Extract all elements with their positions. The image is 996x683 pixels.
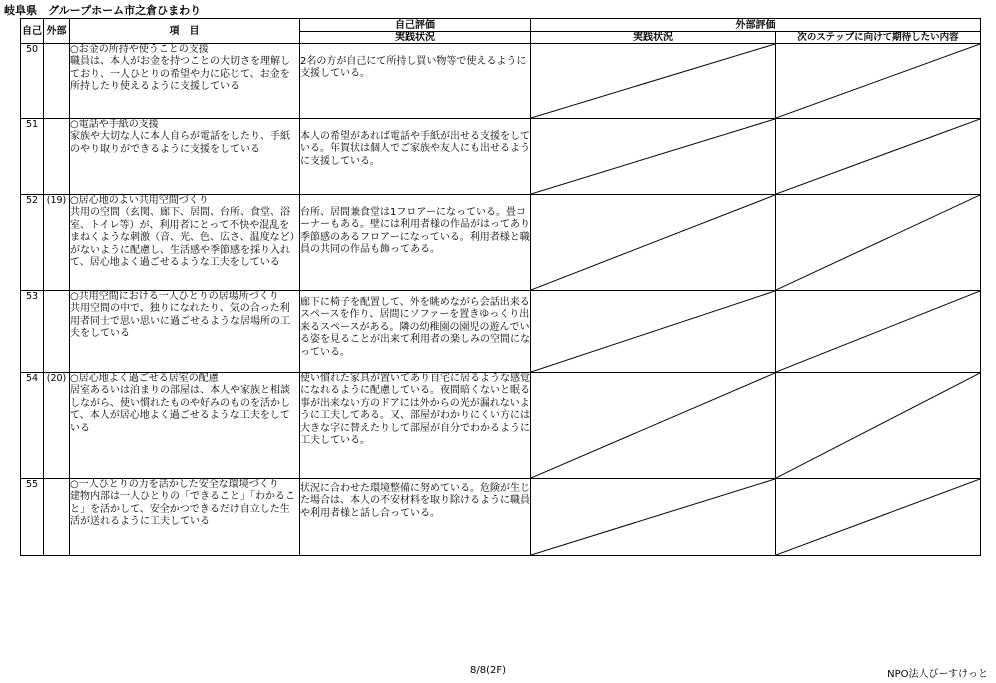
table-row (21, 119, 981, 195)
external-practice-cell (531, 291, 776, 373)
self-number: 55 (21, 479, 44, 556)
self-practice-cell (300, 373, 531, 479)
item-description: 職員は、本人がお金を持つことの大切さを理解しており、一人ひとりの希望や力に応じて、お金を所持したり使えるように支援している (70, 56, 290, 93)
external-number: (19) (44, 195, 70, 291)
table-row (21, 373, 981, 479)
self-practice-cell (300, 44, 531, 119)
next-step-cell (776, 373, 981, 479)
item-description: 家族や大切な人に本人自らが電話をしたり、手紙のやり取りができるように支援をしている (70, 131, 290, 155)
table-row (21, 479, 981, 556)
item-cell (70, 479, 300, 556)
self-practice-text: 本人の希望があれば電話や手紙が出せる支援をしている。年賀状は個人でご家族や友人にも出せるように支援している。 (300, 131, 530, 167)
header-external-number: 外部 (44, 19, 70, 44)
item-cell (70, 44, 300, 119)
header-next-step: 次のステップに向けて期待したい内容 (776, 32, 981, 44)
self-practice-cell (300, 119, 531, 195)
external-number (44, 119, 70, 195)
item-title: ○電話や手紙の支援 (70, 119, 159, 130)
next-step-cell (776, 44, 981, 119)
diagonal-slash (531, 373, 775, 478)
item-description: 共用の空間（玄関、廊下、居間、台所、食堂、浴室、トイレ等）が、利用者にとって不快や混乱をまねくような刺激（音、光、色、広さ、温度など）がないように配慮し、生活感や季節感を採り入れて、居心地よく過ごせるような工夫をしている (70, 207, 295, 269)
page-number: 8/8(2F) (470, 665, 507, 676)
header-external-evaluation: 外部評価 (531, 19, 981, 32)
diagonal-slash (776, 373, 980, 478)
header-self-number: 自己 (21, 19, 44, 44)
self-practice-text: 2名の方が自己にて所持し買い物等で使えるように支援している。 (300, 56, 527, 80)
diagonal-slash (776, 119, 980, 194)
header-self-evaluation: 自己評価 (300, 19, 531, 32)
header-self-practice: 実践状況 (300, 32, 531, 44)
external-practice-cell (531, 44, 776, 119)
header-item: 項 目 (70, 19, 300, 44)
diagonal-slash (531, 291, 775, 372)
self-number: 53 (21, 291, 44, 373)
item-description: 居室あるいは泊まりの部屋は、本人や家族と相談しながら、使い慣れたものや好みのものを活かして、本人が居心地よく過ごせるような工夫をしている (70, 385, 290, 434)
table-row (21, 291, 981, 373)
next-step-cell (776, 195, 981, 291)
self-practice-text: 状況に合わせた環境整備に努めている。危険が生じた場合は、本人の不安材料を取り除けるように職員や利用者様と話し合っている。 (300, 483, 530, 519)
diagonal-slash (531, 479, 775, 555)
item-cell (70, 373, 300, 479)
external-number (44, 44, 70, 119)
diagonal-slash (531, 44, 775, 118)
self-practice-cell (300, 479, 531, 556)
self-practice-text: 台所、居間兼食堂は1フロアーになっている。畳コーナーもある。壁には利用者様の作品がはってあり季節感のあるフロアーになっている。利用者様と職員の共同の作品も飾ってある。 (300, 207, 530, 256)
external-practice-cell (531, 373, 776, 479)
table-row (21, 195, 981, 291)
item-cell (70, 119, 300, 195)
external-number (44, 291, 70, 373)
item-cell (70, 291, 300, 373)
external-practice-cell (531, 195, 776, 291)
document-title: 岐阜県 グループホーム市之倉ひまわり (4, 4, 202, 17)
diagonal-slash (531, 195, 775, 290)
next-step-cell (776, 119, 981, 195)
item-title: ○居心地よく過ごせる居室の配慮 (70, 373, 219, 384)
organization-name: NPO法人びーすけっと (887, 669, 988, 680)
diagonal-slash (776, 479, 980, 555)
external-number (44, 479, 70, 556)
self-practice-cell (300, 195, 531, 291)
diagonal-slash (531, 119, 775, 194)
next-step-cell (776, 291, 981, 373)
self-number: 52 (21, 195, 44, 291)
self-number: 50 (21, 44, 44, 119)
external-practice-cell (531, 479, 776, 556)
self-practice-cell (300, 291, 531, 373)
diagonal-slash (776, 291, 980, 372)
header-external-practice: 実践状況 (531, 32, 776, 44)
header-row-top (21, 19, 981, 32)
item-description: 共用空間の中で、独りになれたり、気の合った利用者同士で思い思いに過ごせるような居場所の工夫をしている (70, 303, 290, 340)
self-number: 54 (21, 373, 44, 479)
next-step-cell (776, 479, 981, 556)
self-practice-text: 使い慣れた家具が置いてあり自宅に居るような感覚になれるように配慮している。夜間暗くないと眠る事が出来ない方のドアには外からの光が漏れないように工夫してある。又、部屋がわかりにくい方には大きな字に替えたりして部屋が自分でわかるように工夫している。 (300, 373, 530, 447)
item-title: ○共用空間における一人ひとりの居場所づくり (70, 291, 279, 302)
item-cell (70, 195, 300, 291)
evaluation-table (20, 18, 981, 556)
self-number: 51 (21, 119, 44, 195)
item-description: 建物内部は一人ひとりの「できること」「わかること」を活かして、安全かつできるだけ自立した生活が送れるように工夫している (70, 491, 295, 528)
item-title: ○居心地のよい共用空間づくり (70, 195, 209, 206)
external-practice-cell (531, 119, 776, 195)
item-title: ○お金の所持や使うことの支援 (70, 44, 209, 55)
table-row (21, 44, 981, 119)
external-number: (20) (44, 373, 70, 479)
diagonal-slash (776, 44, 980, 118)
diagonal-slash (776, 195, 980, 290)
item-title: ○一人ひとりの力を活かした安全な環境づくり (70, 479, 279, 490)
self-practice-text: 廊下に椅子を配置して、外を眺めながら会話出来るスペースを作り、居間にソファーを置きゆっくり出来るスペースがある。隣の幼稚園の園児の遊んでいる姿を見ることが出来て利用者の楽しみの空間になっている。 (300, 297, 530, 358)
